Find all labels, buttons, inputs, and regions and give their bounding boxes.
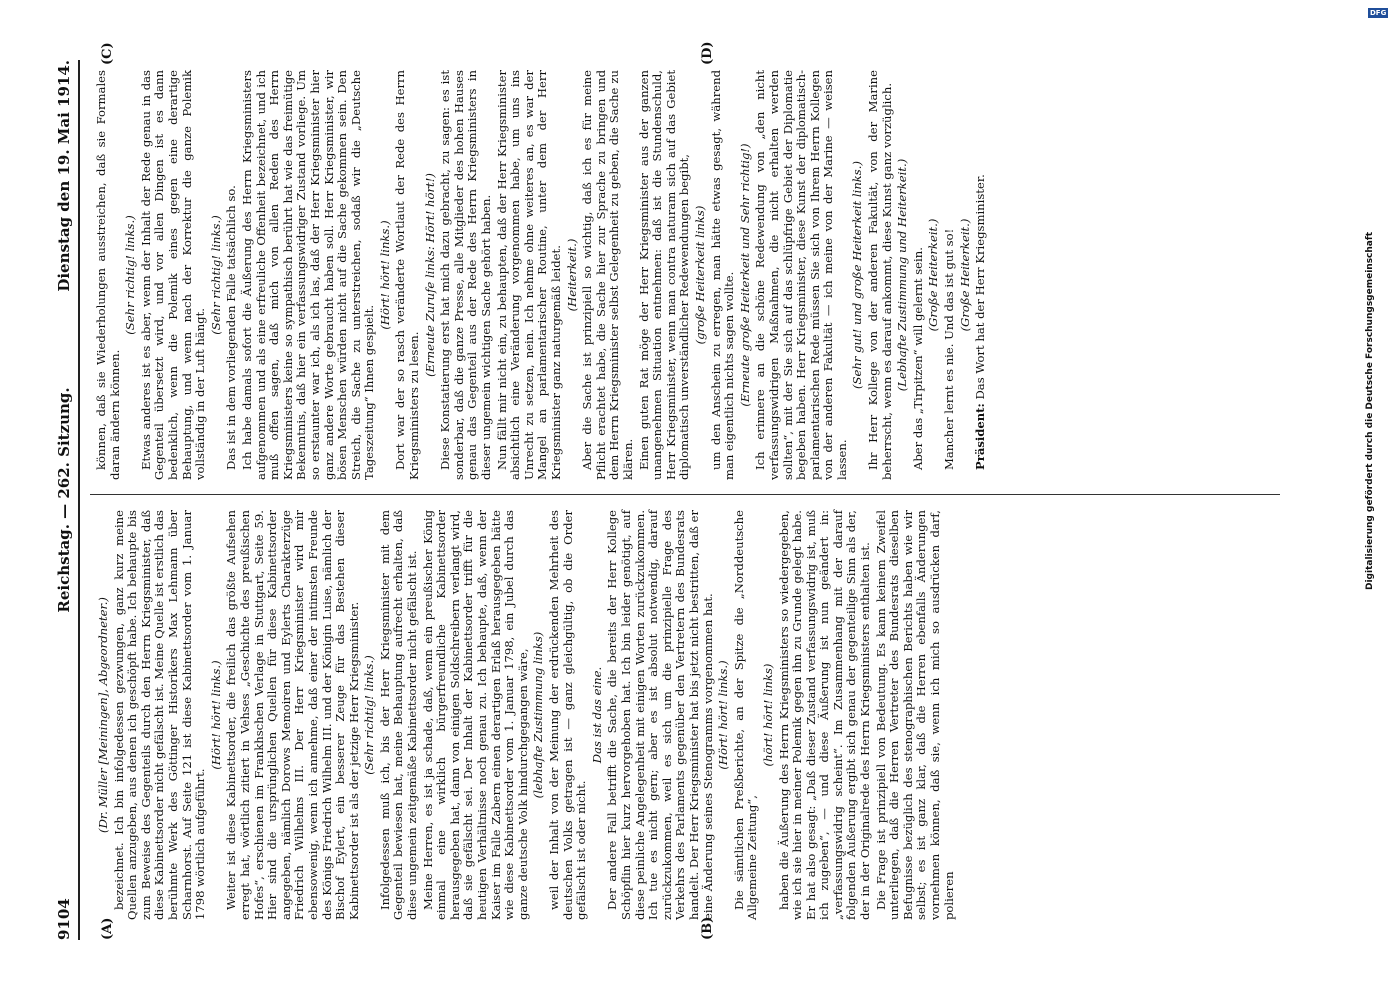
dfg-badge: DFG bbox=[1370, 9, 1387, 17]
interjection: (Sehr richtig! links.) bbox=[362, 655, 377, 775]
paragraph: Infolgedessen muß ich, bis der Herr Kriegsminister mit dem Gegenteil bewiesen hat, meine Behauptung aufrecht erhalten, daß diese ungemein zeitgemäße Kabinettsorder nicht gefälscht ist. bbox=[377, 510, 420, 920]
column-divider bbox=[90, 494, 1280, 495]
paragraph: Meine Herren, es ist ja schade, daß, wenn ein preußischer König einmal eine wirklich bürgerfreundliche Kabinettsorder herausgegeben hat, dann von einigen Soldschreibern verlangt wird, daß sie gefälscht sei. Der Inhalt der Kabinettsorder trifft für die heutigen Verhältnisse noch genau zu. Ich behaupte, daß, wenn der Kaiser im Falle Zabern einen derartigen Erlaß herausgegeben hätte wie diese Kabinettsorder vom 1. Januar 1798, ein Jubel durch das ganze deutsche Volk hindurchgegangen wäre, bbox=[420, 510, 530, 920]
interjection: (lebhafte Zustimmung links) bbox=[531, 631, 546, 799]
margin-letter-c: (C) bbox=[100, 42, 115, 65]
interjection: (Heiterkeit.) bbox=[564, 238, 579, 312]
interjection: Das ist das eine. bbox=[589, 666, 604, 764]
left-column bbox=[95, 510, 1275, 920]
page-header bbox=[55, 60, 75, 940]
interjection: (Sehr richtig! links.) bbox=[123, 215, 138, 335]
paragraph: Mancher lernt es nie. Und das ist gut so! bbox=[942, 228, 957, 470]
paragraph: bezeichnet. Ich bin infolgedessen gezwungen, ganz kurz meine Quellen anzugeben, aus denen ich geschöpft habe. Ich behaupte bis zum Beweise des Gegenteils durch den Herrn Kriegsminister, daß diese Kabinettsorder nicht gefälscht ist. Meine Quelle ist erstlich das berühmte Werk des Göttinger Historikers Max Lehmann über Scharnhorst. Auf Seite 121 ist diese Kabinettsorder vom 1. Januar 1798 wörtlich aufgeführt. bbox=[111, 510, 208, 920]
margin-letter-d: (D) bbox=[700, 41, 715, 65]
paragraph: Etwas anderes ist es aber, wenn der Inhalt der Rede genau in das Gegenteil übersetzt wird, und vor allen Dingen ist es dann bedenklich, wenn die Polemik eines gegen eine derartige Behauptung, und wenn nach der Korrektur die ganze Polemik vollständig in der Luft hängt. bbox=[138, 70, 208, 480]
paragraph: Nun fällt mir nicht ein, zu behaupten, daß der Herr Kriegsminister absichtlich eine Veränderung vorgenommen habe, um uns ins Unrecht zu setzen, nein. Ich nehme ohne weiteres an, es war der Mangel an parlamentarischer Routine, unter dem der Herr Kriegsminister ganz naturgemäß leidet. bbox=[494, 70, 563, 480]
interjection: (Sehr richtig! links.) bbox=[208, 215, 223, 335]
interjection: (Erneute große Heiterkeit und Sehr richtig!) bbox=[737, 143, 752, 407]
paragraph: weil der Inhalt von der Meinung der erdrückenden Mehrheit des deutschen Volks getragen ist — ganz gleichgültig, ob die Order gefälscht ist oder nicht. bbox=[547, 510, 589, 920]
speaker-paragraph bbox=[974, 70, 988, 480]
page-number: 9104 bbox=[55, 898, 73, 940]
paragraph: Einen guten Rat möge der Herr Kriegsminister aus der ganzen unangenehmen Situation entnehmen: daß ist die Stundenschuld, Herr Kriegsminister, wenn man contra naturam sich auf das Gebiet diplomatisch unverständlicher Redewendungen begibt, bbox=[636, 70, 692, 480]
margin-letter-a: (A) bbox=[100, 917, 115, 940]
paragraph: können, daß sie Wiederholungen ausstreichen, daß sie Formales daran ändern können. bbox=[94, 70, 122, 480]
paragraph: Aber die Sache ist prinzipiell so wichtig, daß ich es für meine Pflicht erachtet habe, die Sache hier zur Sprache zu bringen und dem Herrn Kriegsminister selbst Gelegenheit zu geben, die Sache zu klären. bbox=[580, 70, 635, 480]
paragraph: Weiter ist diese Kabinettsorder, die freilich das größte Aufsehen erregt hat, wörtlich zitiert in Vehses „Geschichte des preußischen Hofes“, erschienen im Frankhschen Verlage in Stuttgart, Seite 59. Hier sind die ursprünglichen Quellen für diese Kabinettsorder angegeben, nämlich Dorows Memoiren und Eylerts Charakterzüge Friedrich Wilhelms III. Der Herr Kriegsminister wird mir ebensowenig, wenn ich annehme, daß einer der intimsten Freunde des Königs Friedrich Wilhelm III. und der Königin Luise, nämlich der Bischof Eylert, ein besserer Zeuge für das Bestehen dieser Kabinettsorder ist als der jetzige Herr Kriegsminister. bbox=[224, 510, 361, 920]
paragraph: Ich erinnere an die schöne Redewendung von „den nicht verfassungswidrigen Maßnahmen, die nicht erhalten werden sollten“, mit der Sie sich auf das schlüpfrige Gebiet der Diplomatie begeben haben. Herr Kriegsminister, diese Kunst der diplomatisch-parlamentarischen Rede müssen Sie sich von Ihrem Herrn Kollegen von der anderen Fakultät — ich meine von der Marine — weisen lassen. bbox=[753, 70, 849, 480]
interjection: (Lebhafte Zustimmung und Heiterkeit.) bbox=[895, 158, 910, 392]
interjection: (Hört! hört! links.) bbox=[377, 220, 392, 330]
paragraph: Der andere Fall betrifft die Sache, die bereits der Herr Kollege Schöpflin hier kurz hervorgehoben hat. Ich bin leider genötigt, auf diese peinliche Angelegenheit mit einigen Worten zurückzukommen. Ich tue es nicht gern; aber es ist absolut notwendig, darauf zurückzukommen, weil es sich um die prinzipielle Frage des Verkehrs des Parlaments gegenüber den Vertretern des Bundesrats handelt. Der Herr Kriegsminister hat bis jetzt nicht bestritten, daß er eine Änderung seines Stenogramms vorgenommen hat. bbox=[605, 510, 715, 920]
speaker-label: Präsident: bbox=[973, 403, 988, 470]
interjection: (große Heiterkeit links) bbox=[692, 205, 707, 345]
interjection: (Große Heiterkeit.) bbox=[957, 218, 972, 332]
paragraph: Ich habe damals sofort die Äußerung des Herrn Kriegsministers aufgenommen und als eine erfreuliche Offenheit bezeichnet, und ich muß offen sagen, daß mich von allen Reden des Herrn Kriegsministers keine so sympathisch berührt hat wie das freimütige Bekenntnis, daß hier ein verfassungswidriger Zustand vorliege. Um so erstaunter war ich, als ich las, daß der Herr Kriegsminister hier ganz andere Worte gebraucht haben soll. Herr Kriegsminister, wir bösen Menschen würden nicht auf die Sache gekommen sein. Den Streich, die Sache zu unterstreichen, sodaß wir die „Deutsche Tageszeitung“ Ihnen gespielt. bbox=[239, 70, 377, 480]
interjection: (Sehr gut! und große Heiterkeit links.) bbox=[850, 161, 865, 389]
right-column bbox=[95, 70, 1275, 480]
interjection: (Hört! hört! links.) bbox=[716, 660, 731, 770]
header-date: Dienstag den 19. Mai 1914. bbox=[55, 60, 73, 292]
interjection: (hört! hört! links) bbox=[760, 663, 775, 767]
paragraph: Diese Konstatierung erst hat mich dazu gebracht, zu sagen: es ist sonderbar, daß die ganze Presse, alle Mitglieder des hohen Hauses genau das Gegenteil aus der Rede des Herrn Kriegsministers in dieser ungemein wichtigen Sache gehört haben. bbox=[438, 70, 494, 480]
interjection: (Große Heiterkeit.) bbox=[926, 218, 941, 332]
paragraph: um den Anschein zu erregen, man hätte etwas gesagt, während man eigentlich nichts sagen wollte. bbox=[708, 70, 737, 480]
header-title: Reichstag. — 262. Sitzung. bbox=[55, 387, 73, 613]
paragraph: Die Frage ist prinzipiell von Bedeutung. Es kann keinem Zweifel unterliegen, daß die Herren Vertreter des Bundesrats dieselben Befugnisse bezüglich des stenographischen Berichts haben wie wir selbst; es ist ganz klar, daß die Herren ebenfalls Änderungen vornehmen können, daß sie, wenn ich mich so ausdrücken darf, polieren bbox=[873, 510, 956, 920]
paragraph: haben die Äußerung des Herrn Kriegsministers so wiedergegeben, wie ich sie hier in meiner Polemik gegen ihn zu Grunde gelegt habe. Er hat also gesagt: „Daß dieser Zustand verfassungswidrig ist, muß ich zugeben“, — und diese Äußerung ist nun geändert in: „verfassungswidrig scheint“. Im Zusammenhang mit der darauf folgenden Äußerung ergibt sich genau der gegenteilige Sinn als der, der in der Originalrede des Herrn Kriegsministers enthalten ist. bbox=[776, 510, 873, 920]
interjection: (Dr. Müller [Meiningen], Abgeordneter.) bbox=[96, 597, 110, 833]
paragraph: Die sämtlichen Preßberichte, an der Spitze die „Norddeutsche Allgemeine Zeitung“, bbox=[731, 510, 760, 920]
interjection: (Erneute Zurufe links: Hört! hört!) bbox=[422, 173, 437, 377]
paragraph: Ihr Herr Kollege von der anderen Fakultät, von der Marine beherrscht, wenn es darauf ankommt, diese Kunst ganz vorzüglich. bbox=[866, 70, 894, 480]
header-rule bbox=[78, 60, 80, 940]
interjection: (Hört! hört! links.) bbox=[208, 660, 223, 770]
digitization-note: Digitalisierung gefördert durch die Deutsche Forschungsgemeinschaft bbox=[1365, 231, 1375, 590]
speaker-text: Das Wort hat der Herr Kriegsminister. bbox=[973, 174, 988, 404]
paragraph: Dort war der so rasch veränderte Wortlaut der Rede des Herrn Kriegsministers zu lesen. bbox=[393, 70, 422, 480]
paragraph: Das ist in dem vorliegenden Falle tatsächlich so. bbox=[224, 185, 239, 470]
margin-letter-b: (B) bbox=[700, 916, 715, 940]
paragraph: Aber das „Tirpitzen“ will gelernt sein. bbox=[910, 247, 925, 470]
